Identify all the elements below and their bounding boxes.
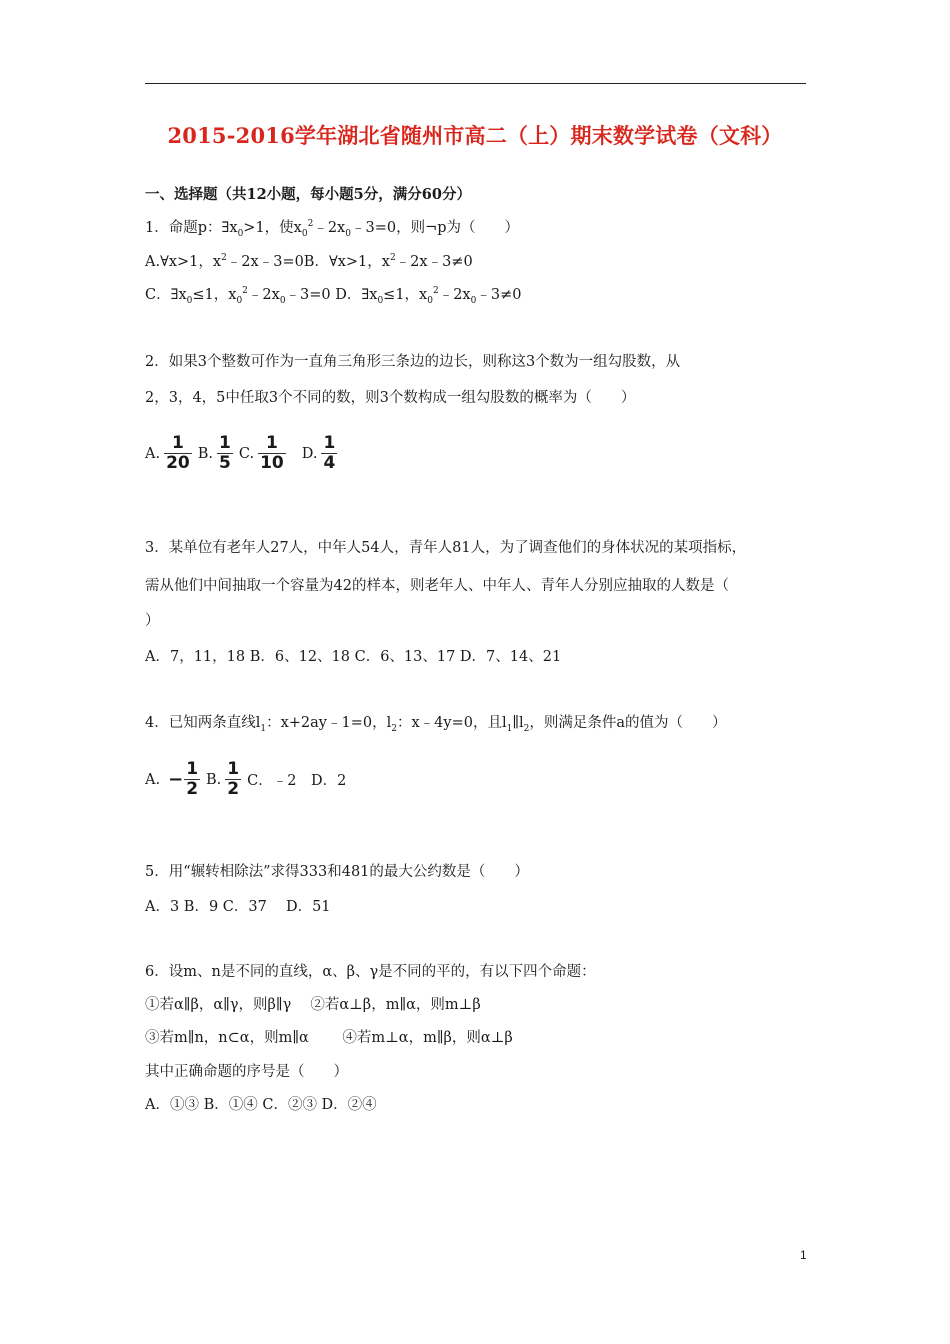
q2-option-b-fraction: $\frac{1}{5}$ bbox=[219, 433, 231, 473]
q3-stem-line1: 3．某单位有老年人27人，中年人54人，青年人81人，为了调查他们的身体状况的某项指标， bbox=[145, 540, 747, 556]
q2-options bbox=[145, 434, 343, 473]
q6-options: A．①③ B．①④ C．②③ D．②④ bbox=[145, 1097, 377, 1113]
q2-option-c-label: C. bbox=[238, 445, 255, 462]
q3-stem-line2: 需从他们中间抽取一个容量为42的样本，则老年人、中年人、青年人分别应抽取的人数是（ bbox=[145, 578, 729, 594]
q5-options: A．3 B．9 C．37 D．51 bbox=[145, 899, 331, 915]
q4-stem: 4．已知两条直线$l_1$：x+2ay﹣1=0，$l_2$：x﹣4y=0，且$l_1\parallel l_2$，则满足条件a的值为（ ） bbox=[145, 715, 727, 734]
q4-option-b-fraction: $\frac{1}{2}$ bbox=[227, 759, 240, 799]
section-heading: 一、选择题（共12小题，每小题5分，满分60分） bbox=[145, 186, 471, 203]
q3-options: A．7，11，18 B．6、12、18 C．6、13、17 D．7、14、21 bbox=[145, 649, 562, 665]
q2-option-d-fraction: $\frac{1}{4}$ bbox=[323, 433, 336, 473]
q2-option-a-label: A. bbox=[145, 445, 161, 462]
q2-option-b-label: B. bbox=[197, 445, 214, 462]
q6-stem-line4: 其中正确命题的序号是（ ） bbox=[145, 1064, 348, 1080]
page-title: 2015-2016学年湖北省随州市高二（上）期末数学试卷（文科） bbox=[167, 123, 783, 148]
page-number: 1 bbox=[800, 1248, 807, 1262]
q1-options-ab: A.∀x>1，$x^2﹣2x﹣3=0B$．∀x>1，$x^2﹣2x﹣3\ne 0$ bbox=[145, 253, 473, 270]
q2-stem-line2: 2，3，4，5中任取3个不同的数，则3个数构成一组勾股数的概率为（ ） bbox=[145, 390, 636, 406]
q4-option-a-minus: − bbox=[168, 769, 184, 790]
q4-options-rest: C．﹣2 D．2 bbox=[247, 773, 347, 789]
q3-stem-line3: ） bbox=[145, 613, 160, 629]
q6-stem-line1: 6．设m、n是不同的直线，α、β、γ是不同的平的，有以下四个命题： bbox=[145, 964, 596, 980]
q4-options bbox=[145, 760, 346, 799]
q2-stem-line1: 2．如果3个整数可作为一直角三角形三条边的边长，则称这3个数为一组勾股数，从 bbox=[145, 354, 681, 370]
q2-option-c-fraction: $\frac{1}{10}$ bbox=[260, 433, 284, 473]
q4-option-b-label: B. bbox=[206, 771, 222, 788]
q1-stem: 1．命题p：$\exists x_0>1$，使$x_0^2﹣2x_0﹣3=0$，则¬p为（ ） bbox=[145, 219, 519, 239]
q4-option-a-label: A. bbox=[145, 771, 161, 788]
q6-proposition-3-4: ③若m∥n，n⊂α，则m∥α ④若m⊥α，m∥β，则α⊥β bbox=[145, 1030, 513, 1046]
q1-options-cd: C．$\exists x_0\le 1$，$x_0^2﹣2x_0﹣3=0$ D．$\exists x_0\le 1$，$x_0^2﹣2x_0﹣3\ne 0$ bbox=[145, 286, 522, 306]
q2-option-a-fraction: $\frac{1}{20}$ bbox=[166, 433, 190, 473]
q4-option-a-fraction: $\frac{1}{2}$ bbox=[186, 759, 199, 799]
q5-stem: 5．用“辗转相除法”求得333和481的最大公约数是（ ） bbox=[145, 864, 529, 880]
q2-option-d-label: D. bbox=[301, 445, 318, 462]
header-rule bbox=[145, 83, 806, 84]
q6-proposition-1-2: ①若α∥β，α∥γ，则β∥γ ②若α⊥β，m∥α，则m⊥β bbox=[145, 997, 481, 1013]
